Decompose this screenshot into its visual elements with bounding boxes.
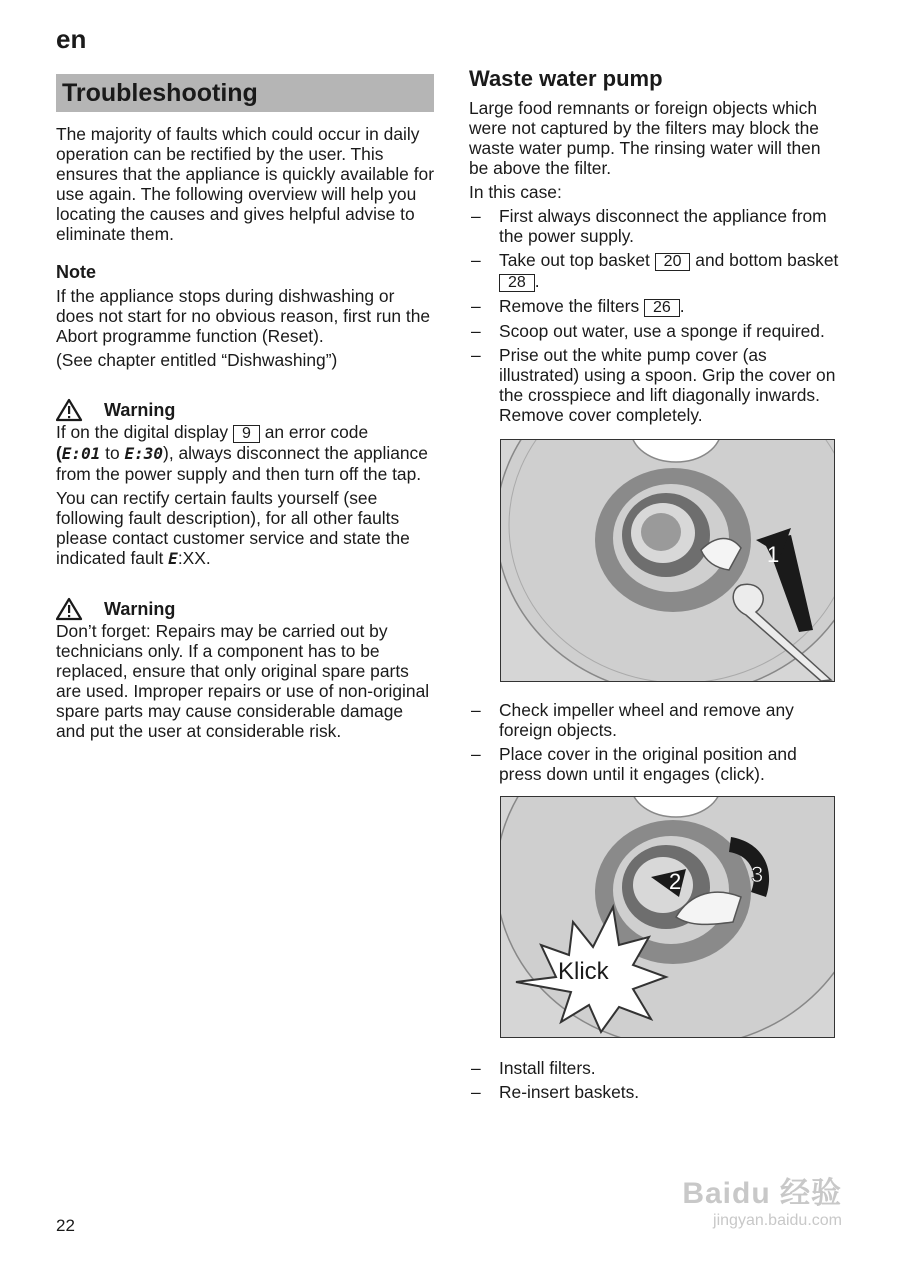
warning-1-label: Warning bbox=[104, 399, 176, 420]
step-place-cover: – Place cover in the original position and press down until it engages (click). bbox=[469, 744, 841, 784]
note-see-chapter: (See chapter entitled “Dishwashing”) bbox=[56, 350, 338, 370]
warning-triangle-icon bbox=[56, 597, 90, 621]
note-text: If the appliance stops during dishwashing or does not start for no obvious reason, first run the Abort programme function (Reset). bbox=[56, 286, 431, 346]
section-title: Troubleshooting bbox=[56, 74, 434, 112]
step-reinsert-baskets: – Re-insert baskets. bbox=[469, 1082, 841, 1102]
warning-1-followup-text: You can rectify certain faults yourself (see following fault description), for all other faults please contact customer service and state the indicated fault bbox=[56, 488, 410, 568]
pump-cover-install-figure bbox=[500, 796, 835, 1038]
warning-1-heading bbox=[56, 398, 434, 422]
step-text: . bbox=[534, 271, 540, 291]
step-text: . bbox=[679, 296, 685, 316]
warning-2-label: Warning bbox=[104, 598, 176, 619]
pump-section-title: Waste water pump bbox=[469, 66, 663, 91]
bottom-basket-ref: 28 bbox=[499, 274, 535, 292]
top-basket-ref: 20 bbox=[655, 253, 691, 271]
pump-removal-illustration bbox=[501, 440, 834, 681]
click-sound-label: Klick bbox=[558, 958, 609, 985]
warning-1-to: to bbox=[100, 443, 125, 463]
figure2-step-label-2: 2 bbox=[669, 869, 682, 894]
waste-water-pump-column bbox=[469, 66, 841, 1102]
pump-install-illustration bbox=[501, 797, 834, 1037]
step-remove-baskets bbox=[469, 250, 841, 292]
watermark-brand: Baidu 经验 bbox=[682, 1177, 842, 1210]
warning-1-followup bbox=[56, 488, 434, 569]
warning-1-paren: ( bbox=[56, 443, 62, 463]
warning-triangle-icon bbox=[56, 398, 90, 422]
warning-1-followup-end: :XX. bbox=[177, 548, 211, 568]
troubleshooting-column bbox=[56, 74, 434, 741]
pump-cover-removal-figure bbox=[500, 439, 835, 682]
warning-2-text: Don’t forget: Repairs may be carried out by technicians only. If a component has to be replaced, ensure that only original spare parts are used. Improper repairs or use of non-original spare parts may cause considerable damage and put the user at considerable risk. bbox=[56, 621, 430, 741]
step-prise-cover: – Prise out the white pump cover (as illustrated) using a spoon. Grip the cover on the crosspiece and lift diagonally inwards. Remove cover completely. bbox=[469, 345, 841, 425]
error-code-start: E:01 bbox=[61, 444, 101, 463]
step-list-3 bbox=[469, 1058, 841, 1102]
warning-1-text-part: an error code bbox=[264, 422, 369, 442]
step-list-1 bbox=[469, 206, 841, 425]
watermark bbox=[622, 1168, 842, 1242]
page-number: 22 bbox=[56, 1216, 75, 1235]
filters-ref: 26 bbox=[644, 299, 680, 317]
step-remove-filters bbox=[469, 296, 841, 317]
in-this-case: In this case: bbox=[469, 182, 562, 202]
warning-1-text-part: If on the digital display bbox=[56, 422, 229, 442]
warning-1-text-part: ), always disconnect the appliance from the power supply and then turn off the tap. bbox=[56, 443, 428, 484]
step-install-filters: – Install filters. bbox=[469, 1058, 841, 1078]
pump-intro: Large food remnants or foreign objects which were not captured by the filters may block the waste water pump. The rinsing water will then be above the filter. bbox=[469, 98, 821, 178]
step-text: and bottom basket bbox=[690, 250, 839, 270]
step-list-2 bbox=[469, 700, 841, 784]
step-text: Remove the filters bbox=[499, 296, 640, 316]
display-reference-box: 9 bbox=[233, 425, 260, 443]
warning-2-heading bbox=[56, 597, 434, 621]
error-code-generic: E bbox=[168, 549, 178, 568]
error-code-end: E:30 bbox=[124, 444, 164, 463]
language-code: en bbox=[56, 24, 87, 54]
note-heading: Note bbox=[56, 262, 96, 282]
step-scoop-water: – Scoop out water, use a sponge if required. bbox=[469, 321, 841, 341]
warning-1-text bbox=[56, 422, 434, 484]
intro-paragraph: The majority of faults which could occur in daily operation can be rectified by the user. This ensures that the appliance is quickly available for use again. The following overview will help you locating the causes and gives helpful advise to eliminate them. bbox=[56, 124, 434, 244]
step-text: Take out top basket bbox=[499, 250, 650, 270]
watermark-url: jingyan.baidu.com bbox=[713, 1212, 842, 1229]
step-check-impeller: – Check impeller wheel and remove any foreign objects. bbox=[469, 700, 841, 740]
step-disconnect: – First always disconnect the appliance from the power supply. bbox=[469, 206, 841, 246]
figure2-step-label-3: 3 bbox=[751, 862, 764, 887]
figure1-step-label: 1 bbox=[767, 542, 780, 567]
